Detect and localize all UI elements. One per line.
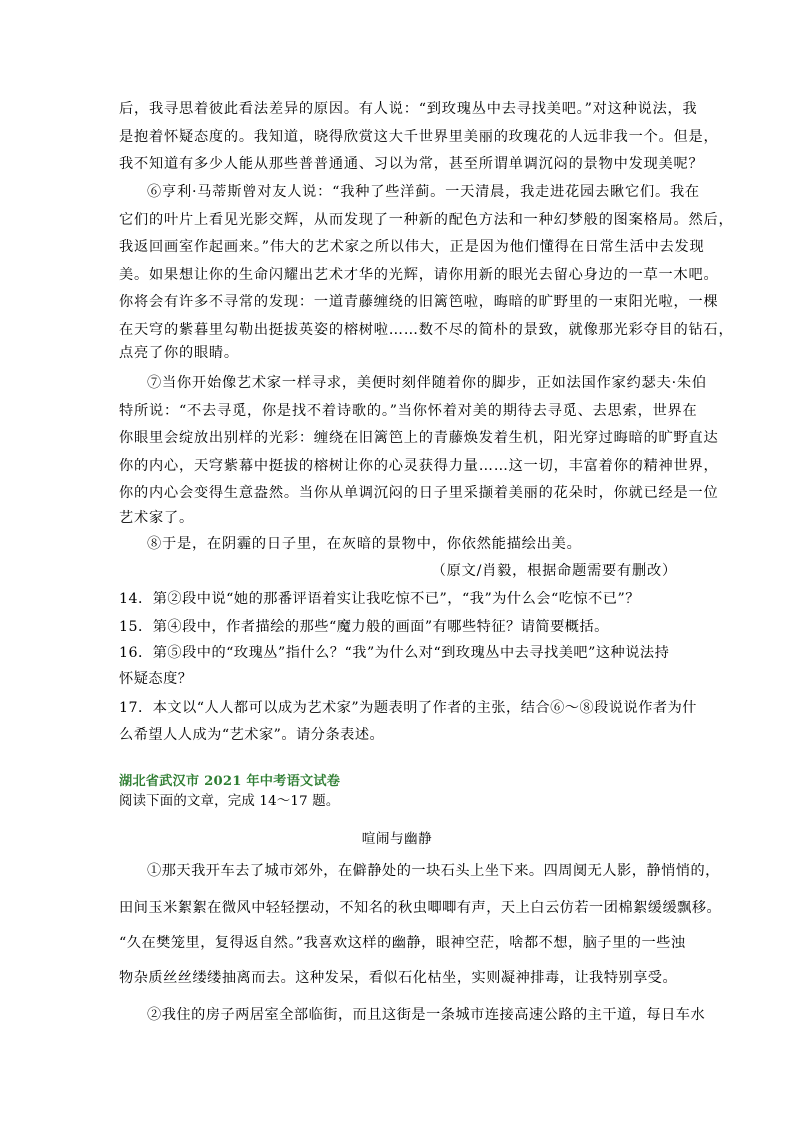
text-line: 点亮了你的眼睛。 [119, 345, 239, 361]
question-16-cont: 怀疑态度？ [119, 671, 193, 687]
instruction: 阅读下面的文章，完成 14～17 题。 [119, 794, 340, 809]
text-line: 你眼里会绽放出别样的光彩：缠绕在旧篱笆上的青藤焕发着生机，阳光穿过晦暗的旷野直达 [119, 430, 719, 446]
question-15: 15．第④段中，作者描绘的那些“魔力般的画面”有哪些特征？请简要概括。 [119, 619, 609, 635]
text-line: 物杂质丝丝缕缕抽离而去。这种发呆，看似石化枯坐，实则凝神排毒，让我特别享受。 [119, 970, 678, 986]
text-line: 我不知道有多少人能从那些普普通通、习以为常，甚至所谓单调沉闷的景物中发现美呢？ [119, 156, 704, 172]
article-title: 喧闹与幽静 [361, 831, 433, 847]
text-line: 艺术家了。 [119, 510, 194, 526]
source-note: （原文/肖毅，根据命题需要有删改） [431, 563, 677, 579]
paragraph-6-start: ⑥亨利·马蒂斯曾对友人说：“我种了些洋蓟。一天清晨，我走进花园去瞅它们。我在 [147, 184, 700, 200]
question-16: 16．第⑤段中的“玫瑰丛”指什么？“我”为什么对“到玫瑰丛中去寻找美吧”这种说法持 [119, 645, 670, 661]
question-17-cont: 么希望人人成为“艺术家”。请分条表述。 [119, 727, 385, 743]
paragraph-7-start: ⑦当你开始像艺术家一样寻求，美便时刻伴随着你的脚步，正如法国作家约瑟夫·朱伯 [147, 375, 707, 391]
paragraph-2-start: ②我住的房子两居室全部临街，而且这街是一条城市连接高速公路的主干道，每日车水 [147, 1007, 706, 1023]
question-14: 14．第②段中说“她的那番评语着实让我吃惊不已”，“我”为什么会“吃惊不已”？ [119, 591, 640, 607]
text-line: 特所说：“不去寻觅，你是找不着诗歌的。”当你怀着对美的期待去寻觅、去思索，世界在 [119, 403, 698, 419]
text-line: 它们的叶片上看见光影交辉，从而发现了一种新的配色方法和一种幻梦般的图案格局。然后， [119, 212, 734, 228]
text-line: 我返回画室作起画来。”伟大的艺术家之所以伟大，正是因为他们懂得在日常生活中去发现 [119, 239, 705, 255]
text-line: 田间玉米絮絮在微风中轻轻摆动，不知名的秋虫唧唧有声，天上白云仿若一团棉絮缓缓飘移。 [119, 900, 722, 916]
text-line: 美。如果想让你的生命闪耀出艺术才华的光辉，请你用新的眼光去留心身边的一草一木吧。 [119, 267, 719, 283]
text-line: 你的内心，天穹紫幕中挺拔的榕树让你的心灵获得力量……这一切，丰富着你的精神世界， [119, 458, 719, 474]
text-line: 后，我寻思着彼此看法差异的原因。有人说：“到玫瑰丛中去寻找美吧。”对这种说法，我 [119, 101, 698, 117]
section-heading: 湖北省武汉市 2021 年中考语文试卷 [119, 774, 341, 789]
text-line: 在天穹的紫暮里勾勒出挺拔英姿的榕树啦……数不尽的简朴的景致，就像那光彩夺目的钻石， [119, 322, 734, 338]
paragraph-8: ⑧于是，在阴霾的日子里，在灰暗的景物中，你依然能描绘出美。 [147, 536, 582, 552]
text-line: 是抱着怀疑态度的。我知道，晓得欣赏这大千世界里美丽的玫瑰花的人远非我一个。但是， [119, 129, 719, 145]
text-line: 你将会有许多不寻常的发现：一道青藤缠绕的旧篱笆啦，晦暗的旷野里的一束阳光啦，一棵 [119, 294, 719, 310]
text-line: “久在樊笼里，复得返自然。”我喜欢这样的幽静，眼神空茫，啥都不想，脑子里的一些浊 [119, 935, 686, 951]
paragraph-1-start: ①那天我开车去了城市郊外，在僻静处的一块石头上坐下来。四周阒无人影，静悄悄的， [147, 863, 720, 879]
question-17: 17．本文以“人人都可以成为艺术家”为题表明了作者的主张，结合⑥～⑧段说说作者为什 [119, 700, 697, 716]
text-line: 你的内心会变得生意盎然。当你从单调沉闷的日子里采撷着美丽的花朵时，你就已经是一位 [119, 485, 719, 501]
